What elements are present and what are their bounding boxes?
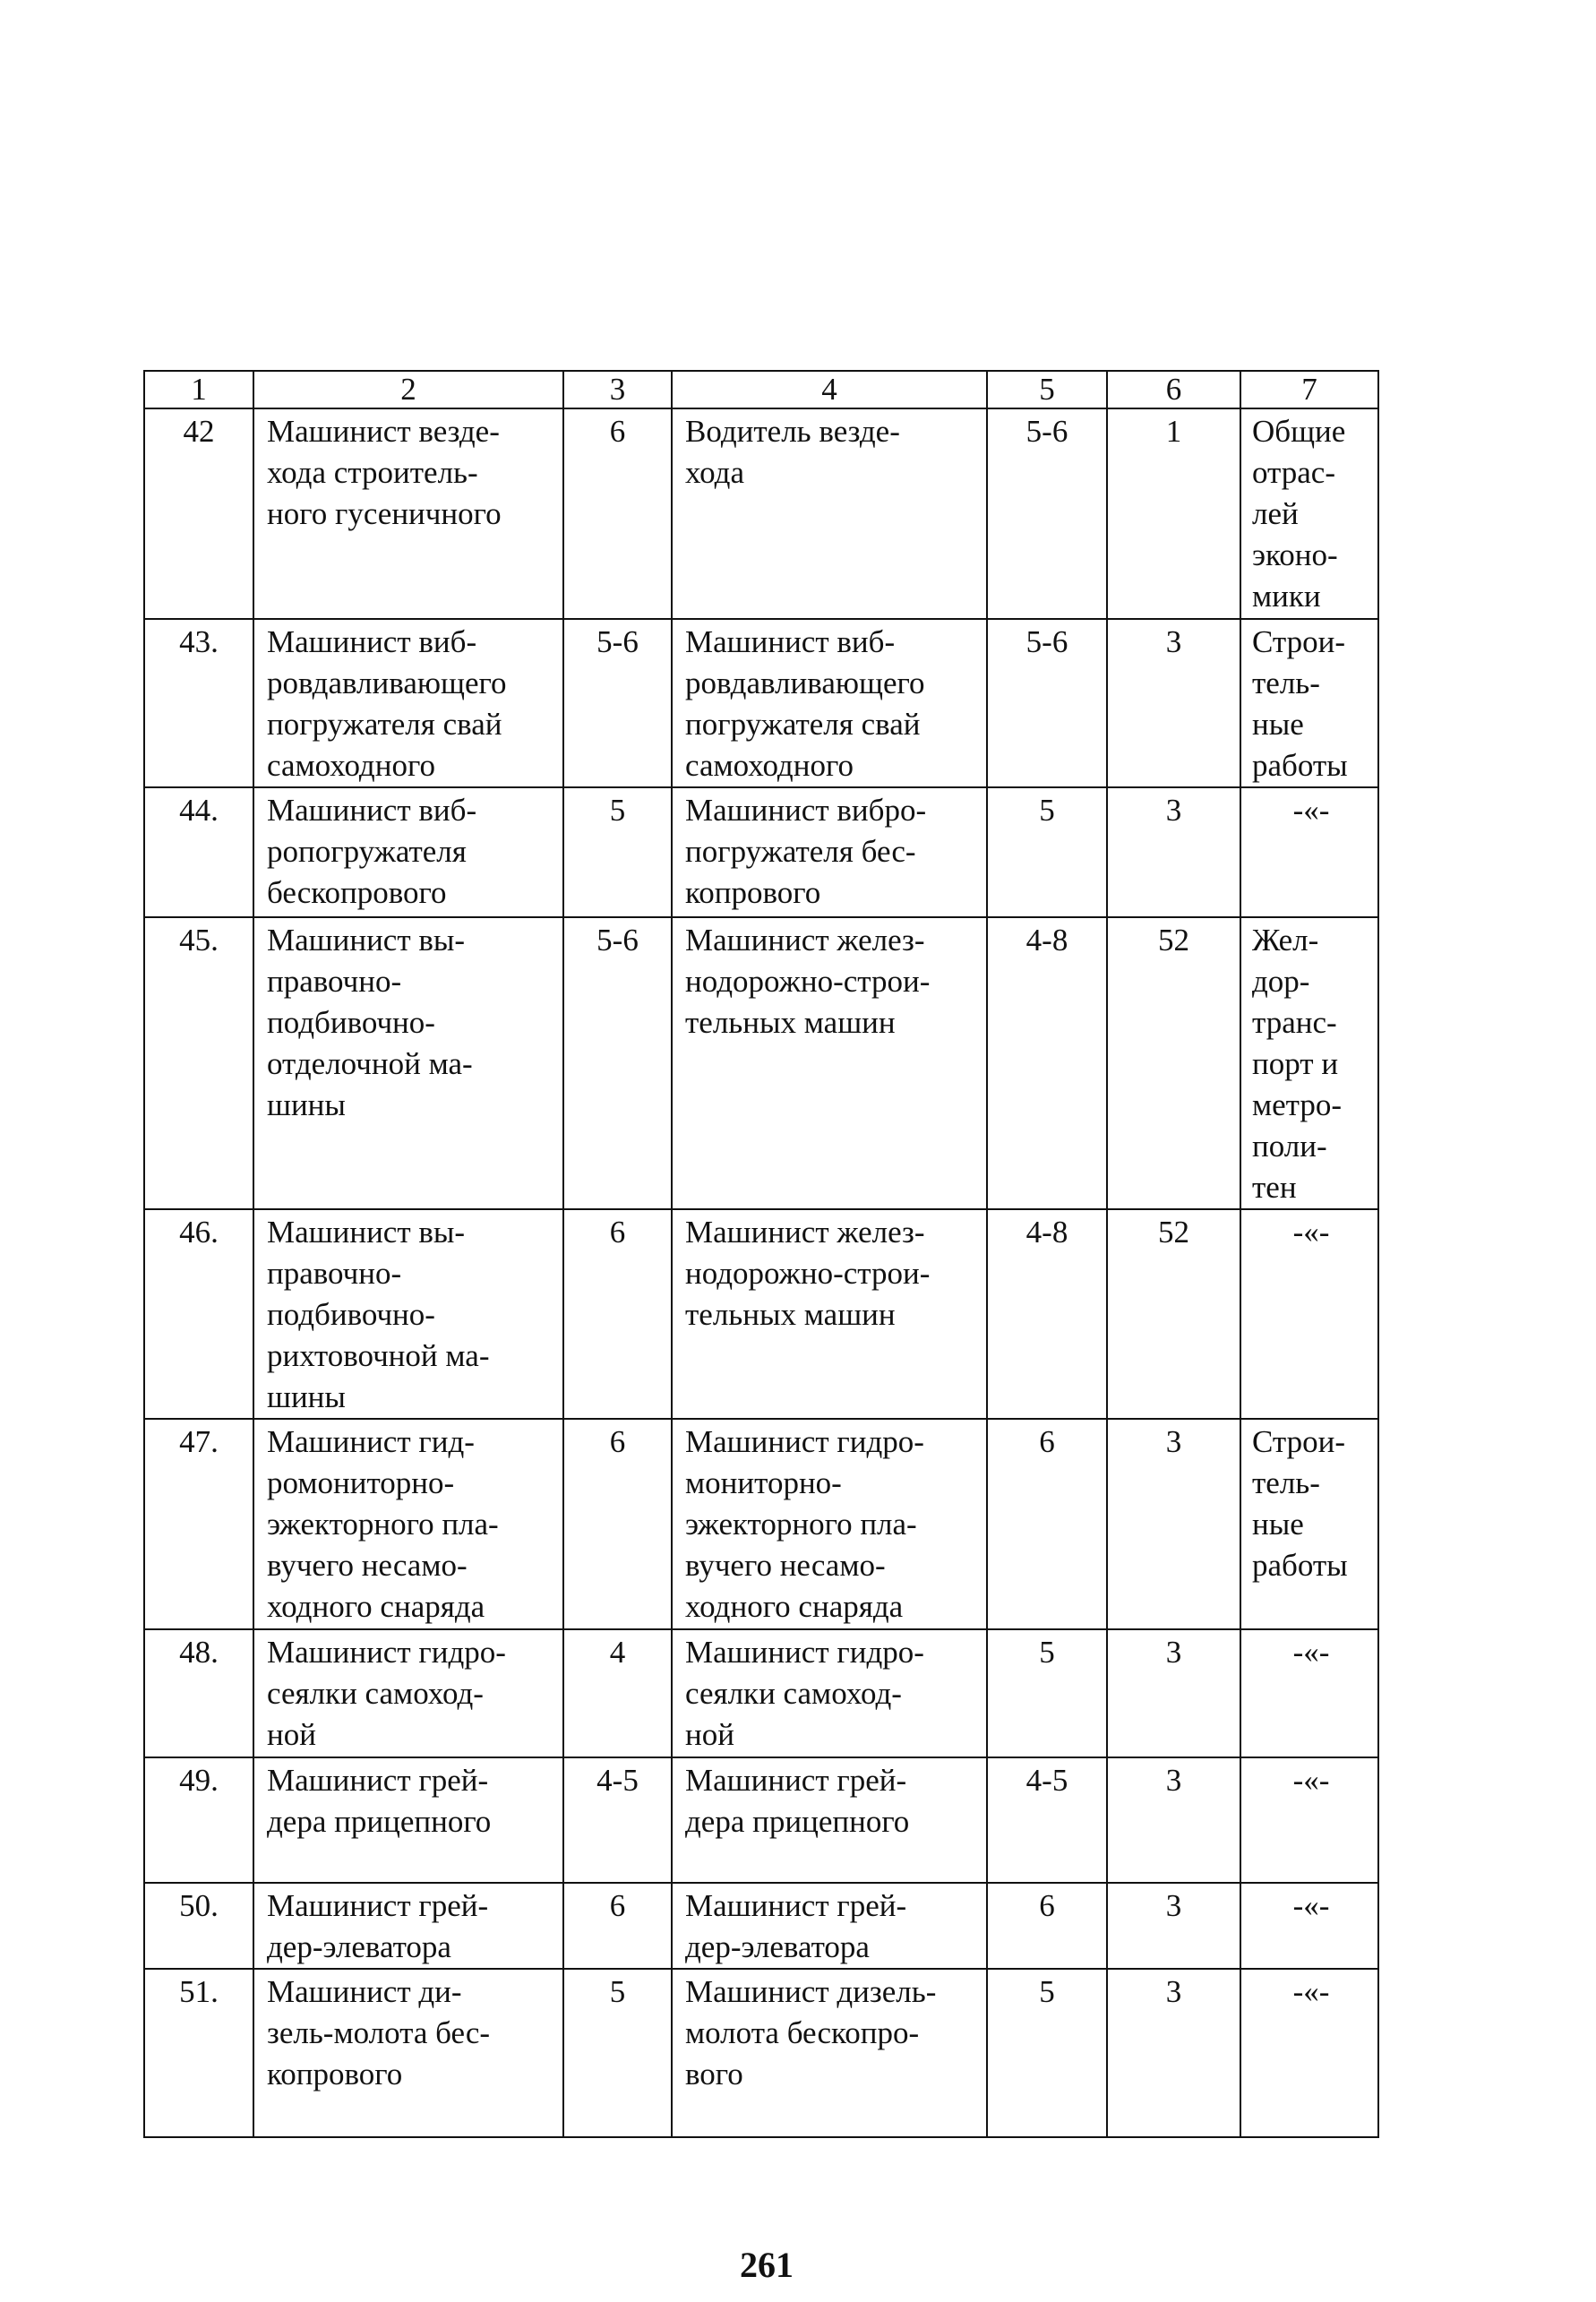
- table-row: [144, 1757, 1378, 1883]
- table-row: [144, 1969, 1378, 2137]
- cell-issue-number: 3: [1107, 1969, 1240, 2137]
- cell-sector: -«-: [1240, 787, 1378, 917]
- cell-grade: 6: [563, 1209, 672, 1419]
- cell-related-grade: 6: [987, 1419, 1107, 1629]
- cell-grade: 4: [563, 1629, 672, 1757]
- cell-related-occupation: Машинист желез- нодорожно-строи- тельных машин: [672, 917, 987, 1209]
- cell-issue-number: 3: [1107, 619, 1240, 787]
- table-row: [144, 787, 1378, 917]
- column-header-1: 1: [144, 371, 253, 408]
- cell-issue-number: 1: [1107, 408, 1240, 619]
- cell-issue-number: 52: [1107, 917, 1240, 1209]
- cell-related-occupation: Машинист гидро- сеялки самоход- ной: [672, 1629, 987, 1757]
- cell-sector: Общие отрас- лей эконо- мики: [1240, 408, 1378, 619]
- table-row: [144, 917, 1378, 1209]
- cell-issue-number: 3: [1107, 1419, 1240, 1629]
- cell-sector: -«-: [1240, 1969, 1378, 2137]
- cell-occupation-name: Машинист вы- правочно- подбивочно- отделочной ма- шины: [253, 917, 563, 1209]
- cell-grade: 4-5: [563, 1757, 672, 1883]
- cell-issue-number: 3: [1107, 787, 1240, 917]
- cell-related-grade: 5-6: [987, 619, 1107, 787]
- cell-sector: -«-: [1240, 1757, 1378, 1883]
- cell-grade: 5: [563, 787, 672, 917]
- cell-occupation-name: Машинист гидро- сеялки самоход- ной: [253, 1629, 563, 1757]
- cell-related-grade: 4-8: [987, 917, 1107, 1209]
- cell-grade: 6: [563, 1883, 672, 1969]
- page-number: 261: [740, 2245, 794, 2285]
- cell-sector: Строи- тель- ные работы: [1240, 619, 1378, 787]
- cell-related-grade: 5-6: [987, 408, 1107, 619]
- cell-related-occupation: Машинист дизель- молота бескопро- вого: [672, 1969, 987, 2137]
- table-row: [144, 408, 1378, 619]
- column-header-3: 3: [563, 371, 672, 408]
- table-body: [144, 371, 1378, 2137]
- cell-occupation-name: Машинист грей- дера прицепного: [253, 1757, 563, 1883]
- cell-related-occupation: Машинист гидро- мониторно- эжекторного пла- вучего несамо- ходного снаряда: [672, 1419, 987, 1629]
- cell-related-occupation: Водитель везде- хода: [672, 408, 987, 619]
- cell-related-occupation: Машинист желез- нодорожно-строи- тельных машин: [672, 1209, 987, 1419]
- cell-related-occupation: Машинист грей- дера прицепного: [672, 1757, 987, 1883]
- cell-row-number: 43.: [144, 619, 253, 787]
- data-table: [143, 370, 1379, 2138]
- cell-related-grade: 5: [987, 1969, 1107, 2137]
- cell-row-number: 42: [144, 408, 253, 619]
- cell-issue-number: 3: [1107, 1883, 1240, 1969]
- cell-occupation-name: Машинист виб- ровдавливающего погружателя свай самоходного: [253, 619, 563, 787]
- cell-occupation-name: Машинист грей- дер-элеватора: [253, 1883, 563, 1969]
- cell-grade: 5-6: [563, 619, 672, 787]
- column-header-6: 6: [1107, 371, 1240, 408]
- cell-occupation-name: Машинист виб- ропогружателя бескопрового: [253, 787, 563, 917]
- column-header-5: 5: [987, 371, 1107, 408]
- table-row: [144, 1209, 1378, 1419]
- cell-row-number: 47.: [144, 1419, 253, 1629]
- cell-sector: -«-: [1240, 1209, 1378, 1419]
- cell-related-grade: 5: [987, 787, 1107, 917]
- cell-grade: 6: [563, 408, 672, 619]
- cell-related-grade: 6: [987, 1883, 1107, 1969]
- column-header-7: 7: [1240, 371, 1378, 408]
- column-header-4: 4: [672, 371, 987, 408]
- cell-grade: 5: [563, 1969, 672, 2137]
- cell-issue-number: 3: [1107, 1629, 1240, 1757]
- cell-issue-number: 52: [1107, 1209, 1240, 1419]
- cell-row-number: 51.: [144, 1969, 253, 2137]
- cell-related-grade: 4-8: [987, 1209, 1107, 1419]
- cell-row-number: 46.: [144, 1209, 253, 1419]
- cell-row-number: 44.: [144, 787, 253, 917]
- cell-grade: 5-6: [563, 917, 672, 1209]
- cell-occupation-name: Машинист везде- хода строитель- ного гусеничного: [253, 408, 563, 619]
- cell-issue-number: 3: [1107, 1757, 1240, 1883]
- table-row: [144, 1883, 1378, 1969]
- table-header-row: [144, 371, 1378, 408]
- cell-row-number: 49.: [144, 1757, 253, 1883]
- cell-sector: -«-: [1240, 1629, 1378, 1757]
- cell-sector: Жел- дор- транс- порт и метро- поли- тен: [1240, 917, 1378, 1209]
- cell-row-number: 45.: [144, 917, 253, 1209]
- cell-row-number: 48.: [144, 1629, 253, 1757]
- column-header-2: 2: [253, 371, 563, 408]
- cell-related-occupation: Машинист вибро- погружателя бес- копрового: [672, 787, 987, 917]
- cell-related-grade: 5: [987, 1629, 1107, 1757]
- cell-grade: 6: [563, 1419, 672, 1629]
- cell-related-occupation: Машинист грей- дер-элеватора: [672, 1883, 987, 1969]
- cell-occupation-name: Машинист гид- ромониторно- эжекторного пла- вучего несамо- ходного снаряда: [253, 1419, 563, 1629]
- table-row: [144, 619, 1378, 787]
- table-row: [144, 1629, 1378, 1757]
- table-row: [144, 1419, 1378, 1629]
- cell-occupation-name: Машинист вы- правочно- подбивочно- рихтовочной ма- шины: [253, 1209, 563, 1419]
- cell-related-grade: 4-5: [987, 1757, 1107, 1883]
- cell-sector: -«-: [1240, 1883, 1378, 1969]
- cell-sector: Строи- тель- ные работы: [1240, 1419, 1378, 1629]
- cell-occupation-name: Машинист ди- зель-молота бес- копрового: [253, 1969, 563, 2137]
- cell-related-occupation: Машинист виб- ровдавливающего погружателя свай самоходного: [672, 619, 987, 787]
- cell-row-number: 50.: [144, 1883, 253, 1969]
